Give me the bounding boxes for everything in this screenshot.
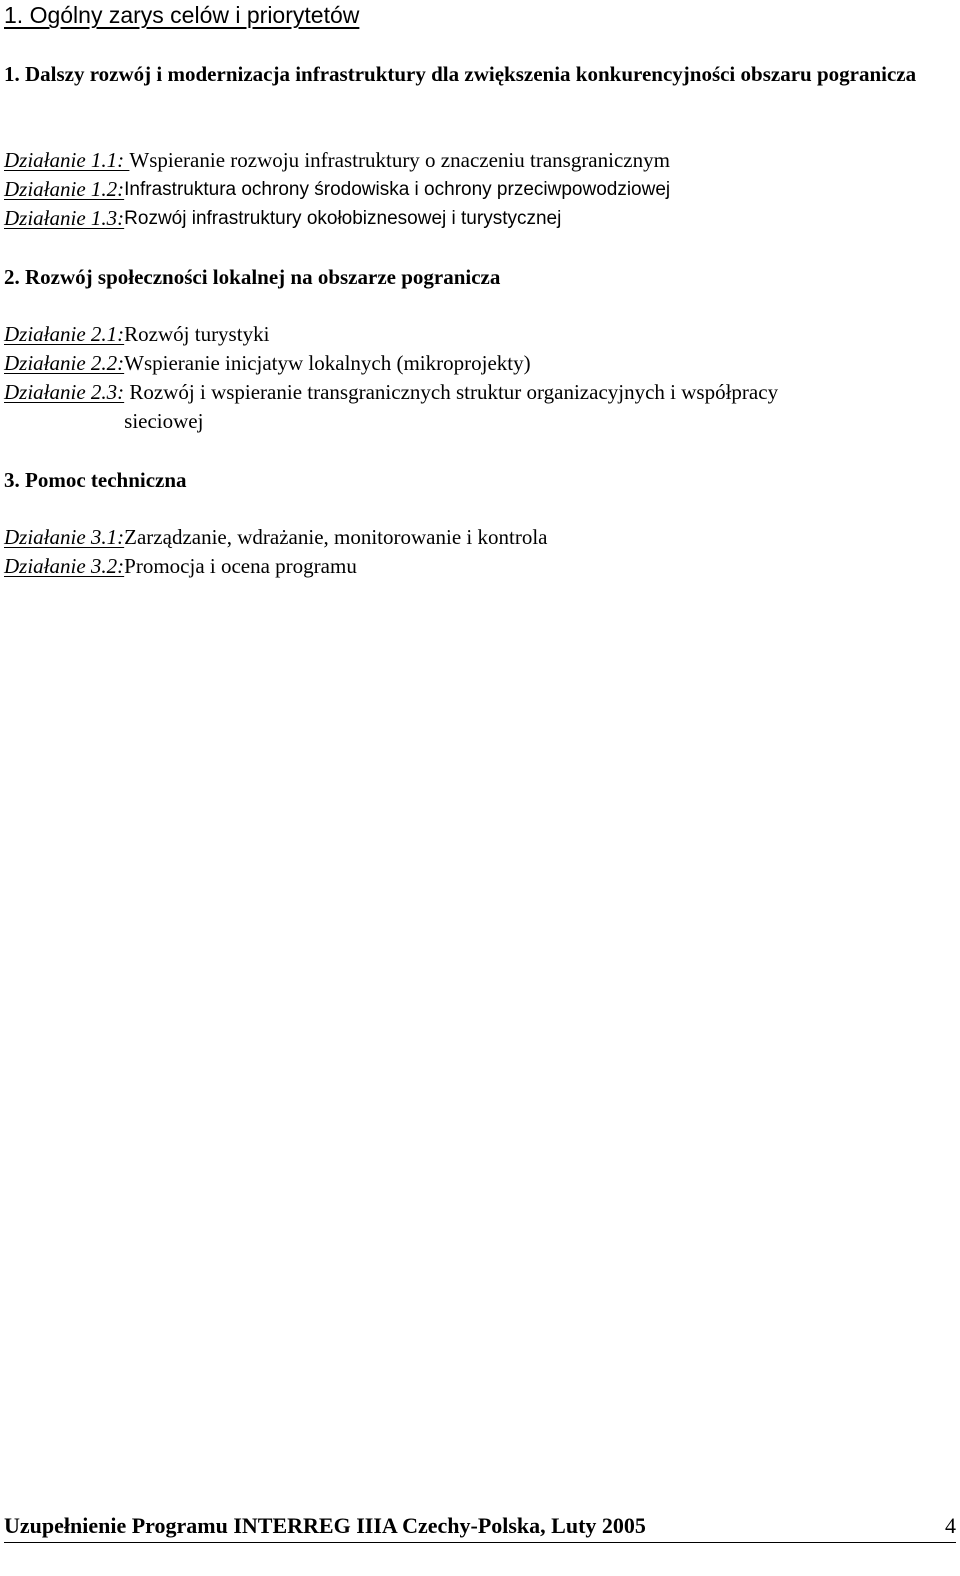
action-1-2 — [4, 175, 670, 204]
action-text: Promocja i ocena programu — [124, 554, 357, 578]
priority-2-heading: 2. Rozwój społeczności lokalnej na obszarze pogranicza — [4, 265, 501, 289]
action-3-1 — [4, 523, 547, 552]
footer-text: Uzupełnienie Programu INTERREG IIIA Czechy-Polska, Luty 2005 — [4, 1513, 646, 1538]
action-text: Rozwój i wspieranie transgranicznych struktur organizacyjnych i współpracy sieciowej — [124, 380, 784, 433]
action-2-1 — [4, 320, 269, 349]
footer-divider — [4, 1542, 956, 1543]
page-title: 1. Ogólny zarys celów i priorytetów — [4, 2, 360, 28]
action-label: Działanie 2.2: — [4, 351, 125, 375]
action-label: Działanie 2.1: — [4, 322, 125, 346]
action-label: Działanie 1.1: — [4, 148, 130, 172]
action-text: Wspieranie inicjatyw lokalnych (mikroprojekty) — [124, 351, 531, 375]
priority-1-heading: 1. Dalszy rozwój i modernizacja infrastruktury dla zwiększenia konkurencyjności obszaru pogranicza — [4, 62, 917, 86]
action-1-1 — [4, 146, 670, 175]
action-2-2 — [4, 349, 531, 378]
action-label: Działanie 3.2: — [4, 554, 125, 578]
action-text: Rozwój turystyki — [124, 322, 270, 346]
priority-3-heading: 3. Pomoc techniczna — [4, 468, 187, 492]
action-3-2 — [4, 552, 357, 581]
page-number: 4 — [945, 1513, 956, 1538]
action-text: Rozwój infrastruktury okołobiznesowej i turystycznej — [124, 208, 562, 229]
action-text: Zarządzanie, wdrażanie, monitorowanie i kontrola — [124, 525, 548, 549]
action-label: Działanie 3.1: — [4, 525, 125, 549]
action-1-3 — [4, 204, 561, 233]
action-text: Infrastruktura ochrony środowiska i ochrony przeciwpowodziowej — [124, 179, 671, 200]
action-label: Działanie 1.3: — [4, 206, 125, 230]
action-2-3 — [4, 378, 784, 436]
action-text: Wspieranie rozwoju infrastruktury o znaczeniu transgranicznym — [129, 148, 670, 172]
action-label: Działanie 2.3: — [4, 380, 125, 404]
action-label: Działanie 1.2: — [4, 177, 125, 201]
